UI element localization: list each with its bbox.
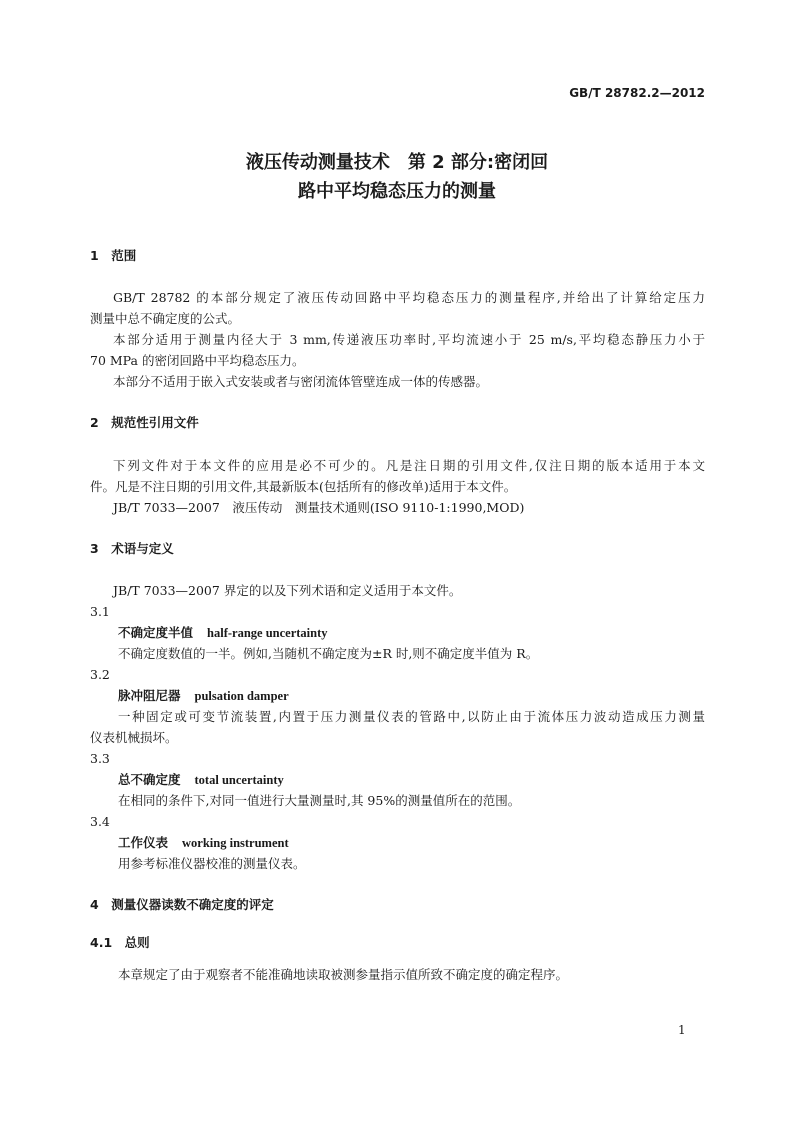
term-zh: 总不确定度 — [118, 772, 181, 787]
term-en: half-range uncertainty — [207, 626, 328, 640]
page-number: 1 — [678, 1023, 686, 1037]
term-zh: 脉冲阻尼器 — [118, 688, 181, 703]
normative-reference: JB/T 7033—2007 液压传动 测量技术通则(ISO 9110-1:1990,MOD) — [113, 500, 525, 515]
term-definition: 一种固定或可变节流装置,内置于压力测量仪表的管路中,以防止由于流体压力波动造成压力测量 — [118, 709, 705, 724]
term-definition: 不确定度数值的一半。例如,当随机不确定度为±R 时,则不确定度半值为 R。 — [118, 646, 539, 661]
paragraph: 本部分不适用于嵌入式安装或者与密闭流体管壁连成一体的传感器。 — [113, 374, 489, 389]
term-number: 3.2 — [90, 667, 110, 682]
paragraph: 本章规定了由于观察者不能准确地读取被测参量指示值所致不确定度的确定程序。 — [118, 967, 569, 982]
paragraph: 件。凡是不注日期的引用文件,其最新版本(包括所有的修改单)适用于本文件。 — [90, 479, 517, 494]
term-definition: 在相同的条件下,对同一值进行大量测量时,其 95%的测量值所在的范围。 — [118, 793, 521, 808]
section-1-heading: 1 范围 — [90, 248, 137, 263]
subsection-4-1-heading: 4.1 总则 — [90, 935, 150, 950]
term-title — [118, 625, 328, 641]
title-line-1: 液压传动测量技术 第 2 部分:密闭回 — [245, 152, 549, 173]
paragraph: 测量中总不确定度的公式。 — [90, 311, 241, 326]
term-title — [118, 835, 289, 851]
paragraph: 70 MPa 的密闭回路中平均稳态压力。 — [90, 353, 305, 368]
term-en: pulsation damper — [194, 689, 289, 703]
term-zh: 工作仪表 — [118, 835, 169, 850]
term-number: 3.3 — [90, 751, 110, 766]
paragraph: 本部分适用于测量内径大于 3 mm,传递液压功率时,平均流速小于 25 m/s,平均稳态静压力小于 — [113, 332, 705, 347]
section-3-heading: 3 术语与定义 — [90, 541, 174, 556]
paragraph: JB/T 7033—2007 界定的以及下列术语和定义适用于本文件。 — [113, 583, 462, 598]
term-title — [118, 772, 284, 788]
term-number: 3.1 — [90, 604, 110, 619]
term-zh: 不确定度半值 — [118, 625, 194, 640]
section-4-heading: 4 测量仪器读数不确定度的评定 — [90, 897, 274, 912]
paragraph: GB/T 28782 的本部分规定了液压传动回路中平均稳态压力的测量程序,并给出了计算给定压力 — [113, 290, 705, 305]
term-en: total uncertainty — [194, 773, 284, 787]
standard-number: GB/T 28782.2—2012 — [569, 86, 705, 100]
title-line-2: 路中平均稳态压力的测量 — [298, 181, 496, 202]
section-2-heading: 2 规范性引用文件 — [90, 415, 199, 430]
term-definition: 用参考标准仪器校准的测量仪表。 — [118, 856, 306, 871]
paragraph: 下列文件对于本文件的应用是必不可少的。凡是注日期的引用文件,仅注日期的版本适用于本文 — [113, 458, 705, 473]
term-number: 3.4 — [90, 814, 110, 829]
term-definition: 仪表机械损坏。 — [90, 730, 178, 745]
term-title — [118, 688, 289, 704]
term-en: working instrument — [182, 836, 289, 850]
